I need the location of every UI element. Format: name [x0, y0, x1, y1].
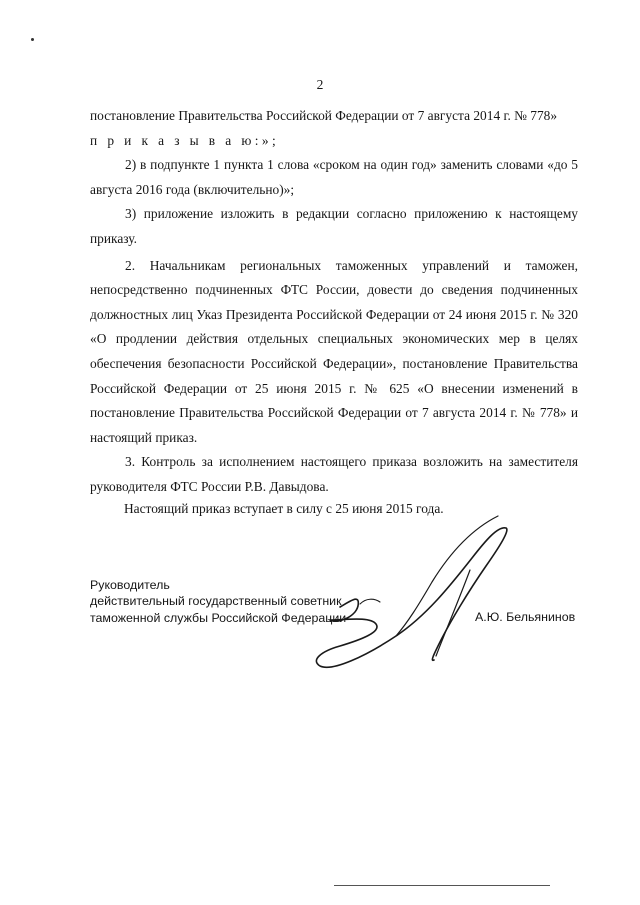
signatory-rank-line2: таможенной службы Российской Федерации [90, 610, 347, 625]
paragraph-order-word: п р и к а з ы в а ю:»; [90, 132, 280, 148]
page-number: 2 [316, 77, 324, 92]
paragraph-item-3: 3) приложение изложить в редакции согласно приложению к настоящему приказу. [90, 206, 578, 246]
order-body [90, 104, 578, 500]
paragraph-point-3: 3. Контроль за исполнением настоящего приказа возложить на заместителя руководителя ФТС России Р.В. Давыдова. [90, 454, 578, 494]
signatory-position: Руководитель [90, 578, 170, 592]
paragraph-point-2: 2. Начальникам региональных таможенных управлений и таможен, непосредственно подчиненных ФТС России, довести до сведения подчиненных должностных лиц Указ Президента Российской Федерации от 24 июня 2015 г. № 320 «О продлении действия отдельных специальных экономических мер в целях обеспечения безопасности Российской Федерации», постановление Правительства Российской Федерации от 25 июня 2015 г. № 625 «О внесении изменений в постановление Правительства Российской Федерации от 7 августа 2014 г. № 778» и настоящий приказ. [90, 257, 578, 445]
effective-date-statement: Настоящий приказ вступает в силу с 25 июня 2015 года. [124, 501, 444, 516]
handwritten-signature [300, 510, 530, 680]
paragraph-item-2: 2) в подпункте 1 пункта 1 слова «сроком на один год» заменить словами «до 5 августа 2016 года (включительно)»; [90, 157, 578, 197]
signatory-rank-line1: действительный государственный советник [90, 594, 342, 609]
signatory-name: А.Ю. Бельянинов [475, 610, 576, 624]
scan-speck [31, 38, 34, 41]
footer-rule [334, 885, 550, 886]
paragraph-continuation: постановление Правительства Российской Федерации от 7 августа 2014 г. № 778» [90, 108, 558, 123]
